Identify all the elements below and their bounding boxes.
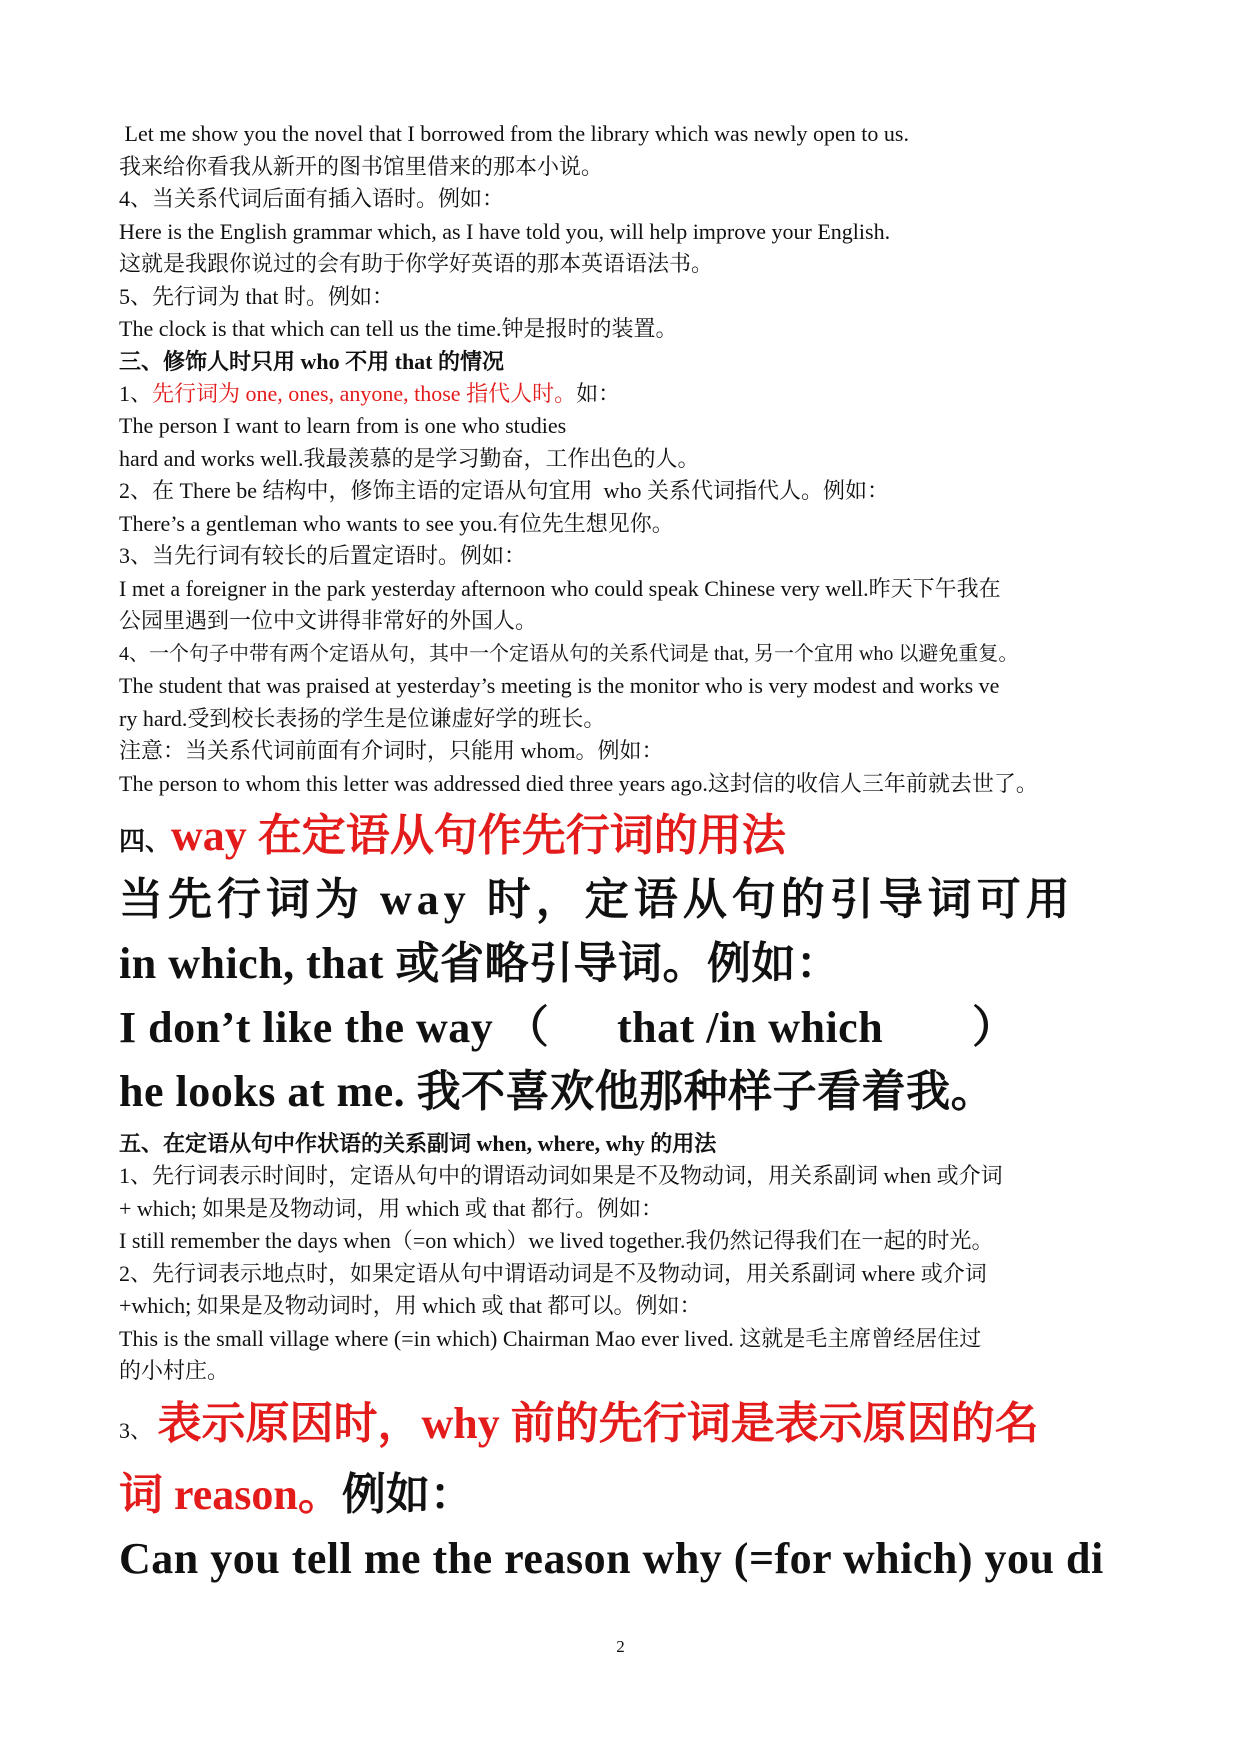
rule-item: + which; 如果是及物动词，用 which 或 that 都行。例如： [119, 1195, 664, 1221]
rule-tail: 如： [576, 380, 621, 406]
example-sentence: Let me show you the novel that I borrowed from the library which was newly open to us. [119, 121, 909, 146]
example-sentence: The clock is that which can tell us the time.钟是报时的装置。 [119, 316, 678, 341]
page-number: 2 [616, 1637, 625, 1656]
red-rule-text: 词 reason。 [119, 1469, 342, 1519]
large-red-rule [119, 1392, 1129, 1463]
note: 注意：当关系代词前面有介词时，只能用 whom。例如： [119, 738, 664, 763]
example-sentence: This is the small village where (=in which) Chairman Mao ever lived. 这就是毛主席曾经居住过 [119, 1325, 982, 1351]
example-translation: 这就是我跟你说过的会有助于你学好英语的那本英语语法书。 [119, 251, 714, 276]
large-rule-text: 当先行词为 way 时，定语从句的引导词可用 [119, 875, 1075, 924]
rule-tail: 例如： [341, 1469, 474, 1519]
example-sentence: ry hard.受到校长表扬的学生是位谦虚好学的班长。 [119, 705, 606, 731]
rule-item: +which; 如果是及物动词时，用 which 或 that 都可以。例如： [119, 1293, 702, 1318]
document-body [119, 118, 1129, 1591]
section-heading-4 [119, 804, 1129, 868]
heading-text: way 在定语从句作先行词的用法 [171, 811, 786, 860]
large-red-rule [119, 1463, 1129, 1527]
red-rule-text: 表示原因时，why 前的先行词是表示原因的名 [157, 1398, 1039, 1448]
example-sentence: hard and works well.我最羡慕的是学习勤奋，工作出色的人。 [119, 445, 700, 471]
item-number: 3、 [119, 1417, 158, 1443]
highlighted-rule: 先行词为 one, ones, anyone, those 指代人时。 [152, 380, 577, 406]
section-heading-3: 三、修饰人时只用 who 不用 that 的情况 [119, 348, 505, 374]
heading-number: 四、 [119, 827, 172, 856]
section-heading-5: 五、在定语从句中作状语的关系副词 when, where, why 的用法 [119, 1131, 717, 1156]
example-close-paren: ） [972, 1003, 1017, 1052]
example-translation: 的小村庄。 [119, 1358, 230, 1383]
rule-item: 4、一个句子中带有两个定语从句，其中一个定语从句的关系代词是 that, 另一个宜用 who 以避免重复。 [119, 642, 1019, 665]
rule-item-highlighted [119, 378, 1129, 411]
rule-item: 3、当先行词有较长的后置定语时。例如： [119, 543, 527, 568]
large-example [119, 996, 1129, 1060]
rule-item: 2、先行词表示地点时，如果定语从句中谓语动词是不及物动词，用关系副词 where 或介词 [119, 1260, 987, 1286]
example-sentence: I still remember the days when（=on which）we lived together.我仍然记得我们在一起的时光。 [119, 1228, 994, 1253]
example-sentence: There’s a gentleman who wants to see you.有位先生想见你。 [119, 510, 674, 536]
example-sentence: I met a foreigner in the park yesterday afternoon who could speak Chinese very well.昨天下午我在 [119, 575, 1001, 601]
example-translation: 公园里遇到一位中文讲得非常好的外国人。 [119, 608, 538, 633]
rule-item: 1、先行词表示时间时，定语从句中的谓语动词如果是不及物动词，用关系副词 when 或介词 [119, 1163, 1003, 1188]
rule-item: 2、在 There be 结构中，修饰主语的定语从句宜用 who 关系代词指代人。例如： [119, 478, 889, 503]
example-sentence: The person to whom this letter was addressed died three years ago.这封信的收信人三年前就去世了。 [119, 770, 1038, 796]
large-rule-text: in which, that 或省略引导词。例如： [119, 939, 841, 988]
example-sentence: The person I want to learn from is one who studies [119, 413, 567, 438]
example-part: I don’t like the way （ [119, 1003, 550, 1052]
item-number: 1、 [119, 380, 153, 406]
example-blank-answer: that /in which [617, 1003, 884, 1052]
example-sentence: Here is the English grammar which, as I have told you, will help improve your English. [119, 218, 891, 244]
large-example: he looks at me. 我不喜欢他那种样子看着我。 [119, 1067, 996, 1116]
rule-item: 4、当关系代词后面有插入语时。例如： [119, 186, 505, 211]
rule-item: 5、先行词为 that 时。例如： [119, 283, 394, 309]
example-translation: 我来给你看我从新开的图书馆里借来的那本小说。 [119, 153, 604, 179]
example-sentence: The student that was praised at yesterday’s meeting is the monitor who is very modest and works ve [119, 673, 1000, 698]
large-example: Can you tell me the reason why (=for which) you di [119, 1533, 1104, 1583]
